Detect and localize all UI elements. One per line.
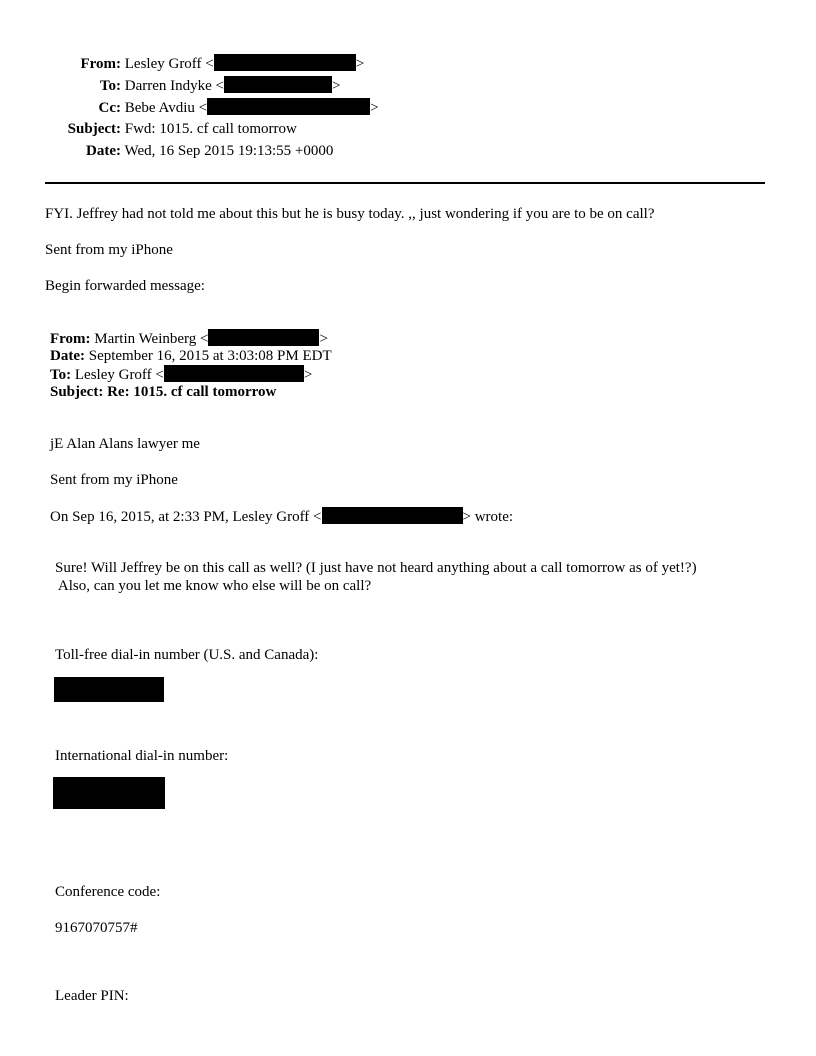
header-cc-label: Cc: [98, 100, 121, 116]
fwd-to-row [50, 365, 312, 384]
header-from-name: Lesley Groff < [124, 56, 214, 72]
header-subject-label: Subject: [67, 121, 121, 137]
fwd-subject-value: Re: 1015. cf call tomorrow [107, 384, 277, 400]
fwd-date-row [50, 347, 332, 365]
close-bracket: > [370, 100, 379, 116]
header-divider [45, 182, 765, 184]
header-from-label: From: [80, 56, 121, 72]
fwd-subject-label: Subject: [50, 384, 104, 400]
leader-pin-label: Leader PIN: [55, 988, 129, 1004]
redaction-box [322, 507, 463, 524]
header-date-value: Wed, 16 Sep 2015 19:13:55 +0000 [124, 143, 334, 159]
international-number-redaction [53, 777, 165, 809]
quoted-line-2: Also, can you let me know who else will be on call? [55, 578, 372, 594]
body-begin-forwarded: Begin forwarded message: [45, 278, 205, 294]
on-wrote-suffix: > wrote: [462, 509, 514, 525]
fwd-from-row [50, 329, 328, 348]
header-to-label: To: [99, 78, 121, 94]
close-bracket: > [303, 367, 313, 383]
fwd-date-label: Date: [50, 348, 85, 364]
fwd-to-label: To: [50, 367, 72, 383]
tollfree-number-redaction [54, 677, 164, 702]
close-bracket: > [355, 56, 365, 72]
redaction-box [164, 365, 304, 382]
fwd-on-wrote [50, 507, 513, 526]
redaction-box [224, 76, 332, 93]
redaction-box [208, 329, 319, 346]
header-date-label: Date: [86, 143, 121, 159]
header-cc-name: Bebe Avdiu < [124, 100, 208, 116]
body-sent-from: Sent from my iPhone [45, 242, 173, 258]
fwd-from-name: Martin Weinberg < [94, 331, 209, 347]
fwd-date-value: September 16, 2015 at 3:03:08 PM EDT [88, 348, 332, 364]
header-subject-row [30, 120, 297, 138]
fwd-sent-from: Sent from my iPhone [50, 472, 178, 488]
fwd-reply-text: jE Alan Alans lawyer me [50, 436, 200, 452]
redaction-box [207, 98, 370, 115]
conference-label: Conference code: [55, 884, 161, 900]
conference-code: 9167070757# [55, 920, 138, 936]
quoted-line-1: Sure! Will Jeffrey be on this call as well? (I just have not heard anything about a call tomorrow as of yet!?) [55, 560, 697, 576]
header-from-row [30, 54, 364, 73]
header-to-name: Darren Indyke < [124, 78, 225, 94]
fwd-from-label: From: [50, 331, 91, 347]
header-subject-value: Fwd: 1015. cf call tomorrow [124, 121, 297, 137]
fwd-subject-row [50, 383, 276, 401]
on-wrote-prefix: On Sep 16, 2015, at 2:33 PM, Lesley Groff < [50, 509, 322, 525]
header-cc-row [30, 98, 379, 117]
fwd-to-name: Lesley Groff < [74, 367, 164, 383]
international-label: International dial-in number: [55, 748, 229, 764]
body-line-fyi: FYI. Jeffrey had not told me about this but he is busy today. ,, just wondering if you are to be on call? [45, 206, 655, 222]
close-bracket: > [332, 78, 341, 94]
tollfree-label: Toll-free dial-in number (U.S. and Canada): [55, 647, 319, 663]
header-to-row [30, 76, 340, 95]
close-bracket: > [319, 331, 328, 347]
redaction-box [214, 54, 356, 71]
header-date-row [30, 142, 333, 160]
